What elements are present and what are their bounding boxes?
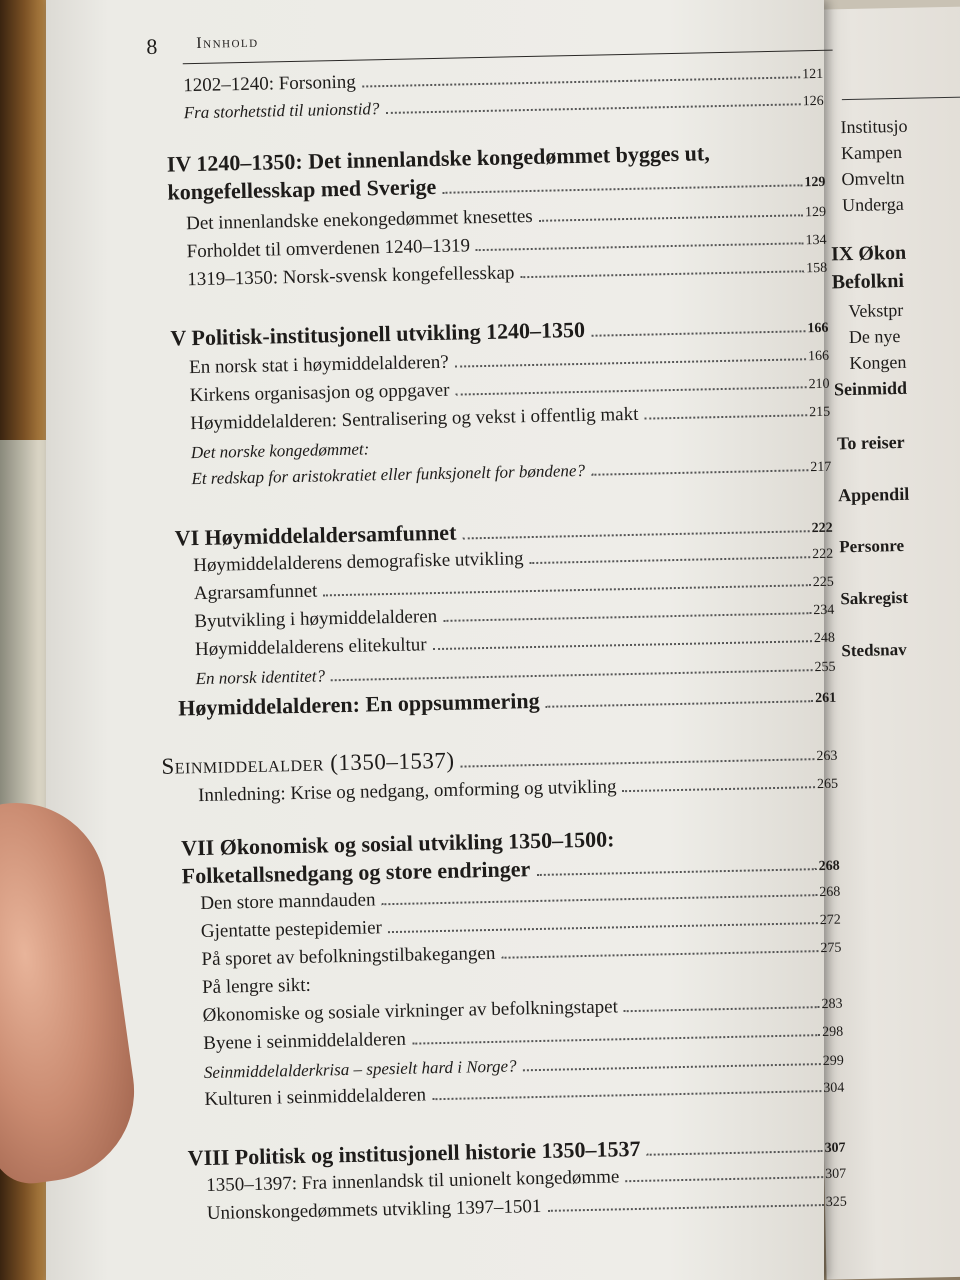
facing-line: Vekstpr [848, 299, 904, 322]
chapter-page: 222 [811, 520, 833, 537]
toc-entry-page: 126 [802, 93, 824, 110]
toc-entry-title: Seinmiddelalderkrisa – spesielt hard i Norge? [203, 1056, 517, 1083]
dot-leader [539, 214, 803, 222]
dot-leader [536, 868, 816, 876]
toc-entry-title: Fra storhetstid til unionstid? [183, 99, 380, 123]
chapter-page: 268 [818, 858, 840, 875]
dot-leader [432, 1090, 821, 1100]
dot-leader [462, 530, 809, 539]
facing-line: De nye [848, 325, 901, 348]
dot-leader [644, 414, 807, 419]
running-title: Innhold [196, 33, 259, 52]
facing-line: Institusjo [840, 115, 908, 138]
chapter-title: VII Økonomisk og sosial utvikling 1350–1500: [180, 826, 615, 861]
toc-entry-title: Innledning: Krise og nedgang, omforming og utvikling [197, 776, 617, 807]
page-number: 8 [146, 33, 158, 59]
toc-entry-page: 234 [813, 602, 835, 619]
dot-leader [591, 469, 808, 476]
dot-leader [412, 1034, 820, 1045]
book-page [46, 0, 847, 1280]
toc-entry-page: 129 [804, 204, 827, 221]
chapter-title: V Politisk-institusjonell utvikling 1240–1350 [170, 316, 586, 351]
dot-leader [546, 700, 814, 708]
toc-entry-page: 134 [805, 232, 827, 249]
dot-leader [433, 640, 812, 650]
toc-entry-page: 166 [807, 348, 830, 365]
toc-entry-title: Forholdet til omverdenen 1240–1319 [186, 235, 471, 263]
chapter-page: 129 [804, 174, 826, 191]
facing-line: Kongen [849, 351, 907, 374]
toc-entry-title: Agrarsamfunnet [193, 580, 318, 605]
dot-leader [530, 556, 811, 564]
facing-heading: Sakregist [840, 587, 909, 609]
toc-entry-title: Byutvikling i høymiddelalderen [194, 606, 438, 633]
chapter-title: Folketallsnedgang og store endringer [181, 856, 531, 889]
facing-heading: Appendil [837, 483, 910, 506]
toc-entry-page: 158 [806, 260, 828, 277]
toc-content [146, 13, 882, 1268]
dot-leader [523, 1063, 821, 1071]
toc-entry-page: 298 [822, 1024, 844, 1041]
facing-line: Omveltn [841, 167, 905, 190]
facing-line: Kampen [840, 141, 903, 164]
facing-heading: Seinmidd [833, 377, 908, 400]
facing-heading: Personre [839, 535, 905, 557]
dot-leader [461, 758, 815, 767]
dot-leader [623, 786, 816, 792]
chapter-page: 307 [824, 1140, 846, 1157]
dot-leader [382, 894, 818, 905]
toc-entry-page: 265 [816, 776, 839, 793]
toc-entry-title: Et redskap for aristokratiet eller funksjonelt for bøndene? [191, 460, 586, 489]
toc-entry-title: På sporet av befolkningstilbakegangen [201, 942, 496, 971]
toc-plain-line: På lengre sikt: [201, 974, 312, 999]
toc-entry-title: 1319–1350: Norsk-svensk kongefellesskap [187, 262, 515, 291]
dot-leader [388, 922, 818, 933]
dot-leader [456, 386, 807, 395]
chapter-entry [178, 682, 836, 722]
facing-page-rule [842, 96, 960, 100]
toc-entry-title: En norsk stat i høymiddelalderen? [188, 351, 449, 379]
dot-leader [625, 1176, 823, 1182]
toc-entry-page: 217 [810, 459, 832, 476]
toc-entry-page: 304 [823, 1080, 845, 1097]
toc-entry-title: Det innenlandske enekongedømmet knesettes [185, 205, 533, 235]
chapter-page: 261 [815, 690, 837, 707]
dot-leader [591, 330, 805, 336]
toc-entry-page: 307 [825, 1166, 847, 1183]
chapter-title: kongefellesskap med Sverige [167, 173, 437, 205]
facing-heading: Stedsnav [841, 639, 907, 661]
dot-leader [547, 1204, 823, 1212]
facing-heading: IX Økon [830, 241, 907, 266]
chapter-title: VI Høymiddelaldersamfunnet [174, 519, 457, 551]
dot-leader [331, 669, 813, 681]
toc-entry-title: Den store manndauden [200, 889, 376, 915]
toc-entry-page: 268 [819, 884, 841, 901]
dot-leader [362, 76, 800, 87]
header-rule [183, 50, 833, 65]
toc-italic-line: Det norske kongedømmet: [190, 439, 370, 463]
toc-entry-title: Kulturen i seinmiddelalderen [204, 1084, 427, 1111]
toc-entry-page: 222 [812, 546, 834, 563]
dot-leader [385, 103, 800, 114]
toc-entry-page: 325 [825, 1194, 847, 1211]
toc-entry-title: Økonomiske og sosiale virkninger av befolkningstapet [202, 996, 619, 1027]
dot-leader [442, 184, 802, 194]
dot-leader [501, 950, 818, 959]
dot-leader [647, 1150, 823, 1156]
toc-entry-title: Byene i seinmiddelalderen [203, 1028, 407, 1055]
toc-entry-page: 121 [801, 66, 824, 83]
toc-entry-page: 225 [812, 574, 834, 591]
chapter-page: 166 [807, 320, 829, 337]
toc-entry-page: 215 [809, 404, 831, 421]
facing-heading: To reiser [836, 431, 905, 454]
toc-entry-title: Gjentatte pestepidemier [200, 917, 383, 943]
toc-entry-title: Høymiddelalderens demografiske utvikling [193, 548, 524, 577]
part-page: 263 [816, 748, 838, 765]
dot-leader [520, 270, 804, 278]
dot-leader [443, 612, 811, 622]
toc-entry-page: 255 [814, 659, 836, 676]
page-header [146, 20, 836, 59]
toc-entry-title: 1350–1397: Fra innenlandsk til unionelt kongedømme [206, 1166, 620, 1196]
chapter-title: VIII Politisk og institusjonell historie 1350–1537 [187, 1135, 641, 1171]
chapter-title: IV 1240–1350: Det innenlandske kongedømmet bygges ut, [166, 140, 710, 177]
toc-entry-page: 283 [821, 996, 843, 1013]
toc-entry-title: Kirkens organisasjon og oppgaver [189, 379, 450, 407]
toc-entry-title: Unionskongedømmets utvikling 1397–1501 [206, 1195, 542, 1224]
toc-entry-page: 275 [820, 940, 842, 957]
toc-entry-title: 1202–1240: Forsoning [182, 71, 357, 97]
facing-heading: Befolkni [831, 269, 905, 294]
toc-entry-page: 248 [813, 630, 836, 647]
dot-leader [455, 358, 806, 367]
dot-leader [624, 1006, 820, 1012]
chapter-title: Høymiddelalderen: En oppsummering [177, 687, 540, 721]
dot-leader [323, 584, 810, 596]
part-title: Seinmiddelalder (1350–1537) [161, 747, 455, 779]
toc-entry-title: Høymiddelalderens elitekultur [194, 634, 427, 661]
dot-leader [476, 242, 804, 251]
toc-entry-page: 299 [822, 1053, 844, 1070]
facing-line: Underga [841, 193, 904, 216]
toc-entry-title: En norsk identitet? [195, 666, 326, 689]
toc-entry-page: 272 [819, 912, 841, 929]
toc-entry-page: 210 [808, 376, 830, 393]
toc-entry-title: Høymiddelalderen: Sentralisering og vekst i offentlig makt [190, 403, 639, 435]
